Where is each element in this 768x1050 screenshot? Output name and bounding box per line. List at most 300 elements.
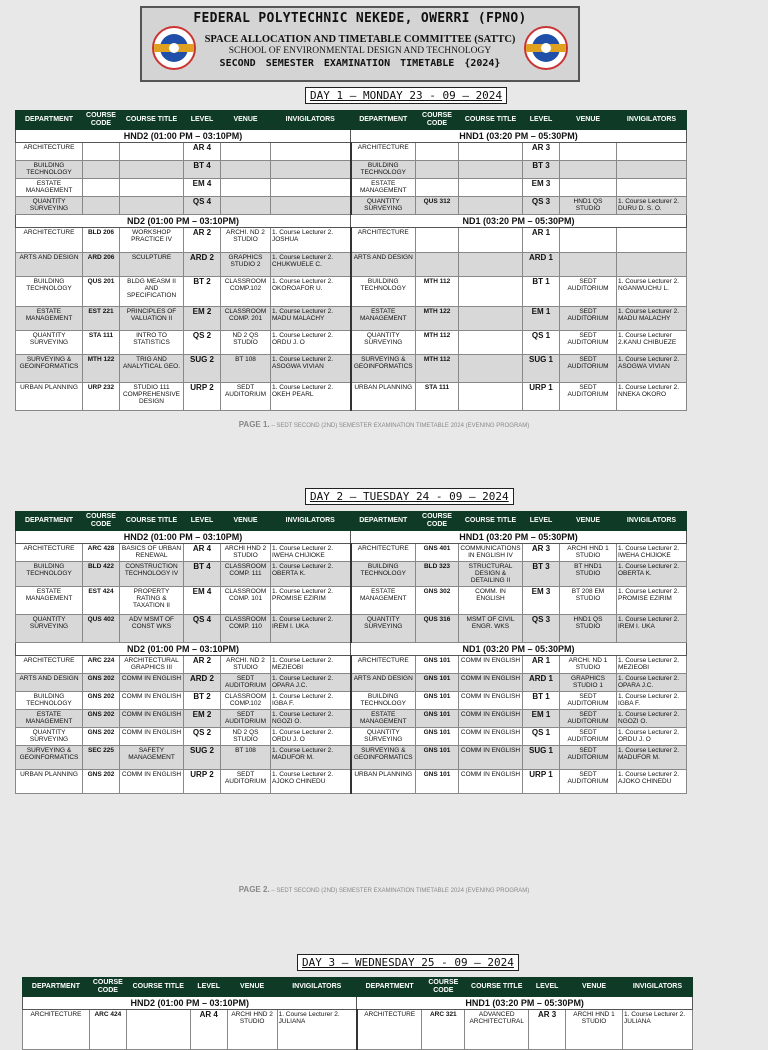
venue-cell	[560, 160, 617, 178]
course-code-cell: GNS 101	[416, 727, 459, 745]
day-title	[305, 488, 514, 505]
invigilators-cell: 1. Course Lecturer 2. OPARA J.C.	[271, 673, 351, 691]
day-title	[297, 954, 519, 971]
course-code-cell: ARC 321	[422, 1009, 465, 1049]
invigilators-cell: 1. Course Lecturer 2. JULIANA	[623, 1009, 693, 1049]
department-cell: ESTATE MANAGEMENT	[16, 586, 83, 614]
level-cell: BT 3	[523, 160, 560, 178]
table-row	[16, 745, 687, 769]
course-code-cell	[416, 178, 459, 196]
column-header: COURSE TITLE	[120, 111, 184, 130]
invigilators-cell: 1. Course Lecturer 2. MADUFOR M.	[271, 745, 351, 769]
course-code-cell: GNS 202	[83, 709, 120, 727]
column-header: DEPARTMENT	[23, 978, 90, 997]
table-row	[16, 178, 687, 196]
timetable-table	[15, 110, 687, 411]
column-header: LEVEL	[190, 978, 227, 997]
venue-cell: SEDT AUDITORIUM	[221, 673, 271, 691]
column-header: COURSE CODE	[83, 111, 120, 130]
course-title-cell: COMM IN ENGLISH	[459, 655, 523, 673]
department-cell: ARCHITECTURE	[351, 655, 416, 673]
course-title-cell: PRINCIPLES OF VALUATION II	[120, 306, 184, 330]
column-header: DEPARTMENT	[351, 512, 416, 531]
course-title-cell: COMM IN ENGLISH	[459, 709, 523, 727]
column-header: INVIGILATORS	[271, 512, 351, 531]
session-header-row	[16, 214, 687, 227]
course-title-cell	[459, 252, 523, 276]
level-cell: BT 1	[523, 276, 560, 306]
school-name: SCHOOL OF ENVIRONMENTAL DESIGN AND TECHNOLOGY	[228, 46, 492, 56]
timetable-table	[22, 977, 693, 1050]
department-cell: ARCHITECTURE	[351, 142, 416, 160]
course-title-cell: INTRO TO STATISTICS	[120, 330, 184, 354]
column-header: INVIGILATORS	[277, 978, 357, 997]
course-code-cell: EST 221	[83, 306, 120, 330]
department-cell: ARCHITECTURE	[16, 543, 83, 561]
course-code-cell	[83, 196, 120, 214]
table-row	[16, 196, 687, 214]
invigilators-cell: 1. Course Lecturer 2. IWEHA CHIJIOKE	[271, 543, 351, 561]
course-code-cell: QUS 402	[83, 614, 120, 642]
column-header: VENUE	[227, 978, 277, 997]
course-title-cell	[459, 276, 523, 306]
level-cell: URP 2	[184, 769, 221, 793]
venue-cell: BT HND1 STUDIO	[560, 561, 617, 586]
level-cell: EM 4	[184, 586, 221, 614]
session-label-left: HND2 (01:00 PM – 03:10PM)	[23, 996, 357, 1009]
invigilators-cell	[617, 227, 687, 252]
invigilators-cell: 1. Course Lecturer 2. DURU D. S. O.	[617, 196, 687, 214]
invigilators-cell: 1. Course Lecturer 2. ASOGWA VIVIAN	[271, 354, 351, 382]
venue-cell: CLASSROOM COMP. 110	[221, 614, 271, 642]
day-title-text: DAY 1 – MONDAY 23 - 09 – 2024	[310, 89, 503, 102]
department-cell: ARTS AND DESIGN	[351, 252, 416, 276]
department-cell: BUILDING TECHNOLOGY	[16, 691, 83, 709]
department-cell: ARTS AND DESIGN	[351, 673, 416, 691]
course-code-cell: ARC 424	[89, 1009, 126, 1049]
invigilators-cell: 1. Course Lecturer 2. PROMISE EZIRIM	[271, 586, 351, 614]
venue-cell	[221, 142, 271, 160]
department-cell: ARCHITECTURE	[357, 1009, 422, 1049]
table-row	[16, 382, 687, 410]
table-row	[16, 276, 687, 306]
department-cell: BUILDING TECHNOLOGY	[16, 160, 83, 178]
venue-cell: SEDT AUDITORIUM	[560, 276, 617, 306]
page-number: PAGE 1.	[238, 420, 270, 429]
department-cell: BUILDING TECHNOLOGY	[16, 561, 83, 586]
department-cell: QUANTITY SURVEYING	[351, 196, 416, 214]
level-cell: URP 1	[523, 382, 560, 410]
level-cell: EM 3	[523, 586, 560, 614]
invigilators-cell: 1. Course Lecturer 2. OKOROAFOR U.	[271, 276, 351, 306]
column-header: DEPARTMENT	[351, 111, 416, 130]
session-label-right: ND1 (03:20 PM – 05:30PM)	[351, 214, 687, 227]
course-code-cell: GNS 302	[416, 586, 459, 614]
course-code-cell: STA 111	[83, 330, 120, 354]
course-title-cell	[126, 1009, 190, 1049]
level-cell: URP 2	[184, 382, 221, 410]
level-cell: AR 4	[184, 543, 221, 561]
course-code-cell: QUS 316	[416, 614, 459, 642]
table-row	[16, 330, 687, 354]
venue-cell	[560, 227, 617, 252]
course-code-cell: EST 424	[83, 586, 120, 614]
course-code-cell: ARC 224	[83, 655, 120, 673]
invigilators-cell: 1. Course Lecturer 2. AJOKO CHINEDU	[271, 769, 351, 793]
level-cell: QS 1	[523, 727, 560, 745]
venue-cell: SEDT AUDITORIUM	[560, 306, 617, 330]
course-code-cell: BLD 422	[83, 561, 120, 586]
level-cell: BT 4	[184, 561, 221, 586]
level-cell: BT 1	[523, 691, 560, 709]
column-header: DEPARTMENT	[357, 978, 422, 997]
invigilators-cell: 1. Course Lecturer 2. ORDU J. O	[271, 727, 351, 745]
venue-cell	[560, 178, 617, 196]
level-cell: AR 4	[190, 1009, 227, 1049]
column-header: COURSE TITLE	[459, 111, 523, 130]
column-header: INVIGILATORS	[623, 978, 693, 997]
column-header: COURSE TITLE	[465, 978, 529, 997]
table-row	[23, 1009, 693, 1049]
level-cell: EM 2	[184, 306, 221, 330]
venue-cell: SEDT AUDITORIUM	[560, 691, 617, 709]
timetable-table	[15, 511, 687, 794]
session-label-right: HND1 (03:20 PM – 05:30PM)	[351, 129, 687, 142]
session-header-row	[23, 996, 693, 1009]
level-cell: BT 4	[184, 160, 221, 178]
course-title-cell: ARCHITECTURAL GRAPHICS III	[120, 655, 184, 673]
invigilators-cell: 1. Course Lecturer 2. NNEKA OKORO	[617, 382, 687, 410]
course-title-cell	[120, 160, 184, 178]
level-cell: AR 3	[523, 142, 560, 160]
level-cell: SUG 2	[184, 354, 221, 382]
venue-cell: HND1 QS STUDIO	[560, 196, 617, 214]
table-row	[16, 227, 687, 252]
invigilators-cell: 1. Course Lecturer 2. AJOKO CHINEDU	[617, 769, 687, 793]
invigilators-cell	[271, 196, 351, 214]
venue-cell: ARCHI. ND 2 STUDIO	[221, 227, 271, 252]
page-number: PAGE 2.	[238, 885, 270, 894]
level-cell: QS 1	[523, 330, 560, 354]
invigilators-cell: 1. Course Lecturer 2. JOSHUA	[271, 227, 351, 252]
department-cell: URBAN PLANNING	[16, 769, 83, 793]
course-code-cell: GNS 101	[416, 745, 459, 769]
department-cell: ESTATE MANAGEMENT	[16, 306, 83, 330]
course-code-cell: GNS 101	[416, 655, 459, 673]
venue-cell: ARCHI HND 2 STUDIO	[227, 1009, 277, 1049]
course-title-cell: SCULPTURE	[120, 252, 184, 276]
course-title-cell: COMM IN ENGLISH	[120, 727, 184, 745]
course-code-cell: MTH 122	[416, 306, 459, 330]
column-header: LEVEL	[529, 978, 566, 997]
department-cell: ARTS AND DESIGN	[16, 673, 83, 691]
level-cell: EM 3	[523, 178, 560, 196]
course-title-cell: STUDIO 111 COMPREHENSIVE DESIGN	[120, 382, 184, 410]
course-title-cell: COMM IN ENGLISH	[120, 691, 184, 709]
department-cell: ESTATE MANAGEMENT	[351, 586, 416, 614]
department-cell: ARCHITECTURE	[16, 142, 83, 160]
course-code-cell: MTH 112	[416, 276, 459, 306]
course-code-cell: ARD 206	[83, 252, 120, 276]
column-header: VENUE	[221, 111, 271, 130]
column-header: DEPARTMENT	[16, 111, 83, 130]
department-cell: ESTATE MANAGEMENT	[16, 709, 83, 727]
department-cell: URBAN PLANNING	[16, 382, 83, 410]
course-code-cell: SEC 225	[83, 745, 120, 769]
course-title-cell: COMM. IN ENGLISH	[459, 586, 523, 614]
venue-cell: GRAPHICS STUDIO 2	[221, 252, 271, 276]
footer-text: – SEDT SECOND (2ND) SEMESTER EXAMINATION TIMETABLE 2024 (EVENING PROGRAM)	[271, 423, 530, 429]
venue-cell: ARCHI. ND 2 STUDIO	[221, 655, 271, 673]
department-cell: ARTS AND DESIGN	[16, 252, 83, 276]
invigilators-cell	[271, 142, 351, 160]
course-code-cell: QUS 312	[416, 196, 459, 214]
venue-cell: ARCHI HND 1 STUDIO	[560, 543, 617, 561]
course-code-cell: GNS 202	[83, 691, 120, 709]
department-cell: QUANTITY SURVEYING	[16, 196, 83, 214]
venue-cell: SEDT AUDITORIUM	[560, 769, 617, 793]
session-header-row	[16, 129, 687, 142]
course-title-cell: COMM IN ENGLISH	[120, 769, 184, 793]
day-title	[305, 87, 507, 104]
invigilators-cell: 1. Course Lecturer 2. ORDU J. O	[271, 330, 351, 354]
level-cell: ARD 2	[184, 252, 221, 276]
department-cell: ESTATE MANAGEMENT	[16, 178, 83, 196]
level-cell: ARD 1	[523, 252, 560, 276]
department-cell: URBAN PLANNING	[351, 382, 416, 410]
course-title-cell: CONSTRUCTION TECHNOLOGY IV	[120, 561, 184, 586]
invigilators-cell: 1. Course Lecturer 2. IGBA F.	[271, 691, 351, 709]
level-cell: BT 2	[184, 276, 221, 306]
course-code-cell: BLD 323	[416, 561, 459, 586]
course-title-cell: WORKSHOP PRACTICE IV	[120, 227, 184, 252]
table-row	[16, 691, 687, 709]
course-code-cell: GNS 202	[83, 727, 120, 745]
department-cell: BUILDING TECHNOLOGY	[16, 276, 83, 306]
department-cell: SURVEYING & GEOINFORMATICS	[16, 354, 83, 382]
invigilators-cell	[617, 160, 687, 178]
invigilators-cell: 1. Course Lecturer 2. OBERTA K.	[617, 561, 687, 586]
column-header: LEVEL	[184, 512, 221, 531]
department-cell: QUANTITY SURVEYING	[16, 330, 83, 354]
session-label-left: HND2 (01:00 PM – 03:10PM)	[16, 530, 351, 543]
venue-cell: SEDT AUDITORIUM	[221, 769, 271, 793]
column-header: COURSE TITLE	[459, 512, 523, 531]
level-cell: SUG 1	[523, 745, 560, 769]
session-label-left: HND2 (01:00 PM – 03:10PM)	[16, 129, 351, 142]
table-row	[16, 354, 687, 382]
level-cell: QS 3	[523, 614, 560, 642]
level-cell: BT 3	[523, 561, 560, 586]
level-cell: URP 1	[523, 769, 560, 793]
invigilators-cell: 1. Course Lecturer 2. ORDU J. O	[617, 727, 687, 745]
column-header: VENUE	[566, 978, 623, 997]
level-cell: EM 1	[523, 709, 560, 727]
course-code-cell	[83, 160, 120, 178]
course-code-cell: GNS 101	[416, 691, 459, 709]
column-header: COURSE CODE	[416, 111, 459, 130]
course-code-cell: GNS 101	[416, 709, 459, 727]
course-title-cell: COMMUNICATIONS IN ENGLISH IV	[459, 543, 523, 561]
course-title-cell	[120, 178, 184, 196]
column-header: VENUE	[560, 111, 617, 130]
invigilators-cell: 1. Course Lecturer 2. OPARA J.C.	[617, 673, 687, 691]
level-cell: SUG 2	[184, 745, 221, 769]
invigilators-cell: 1. Course Lecturer 2.KANU CHIBUEZE	[617, 330, 687, 354]
day-title-text: DAY 3 – WEDNESDAY 25 - 09 – 2024	[302, 956, 514, 969]
column-header: COURSE CODE	[422, 978, 465, 997]
venue-cell: BT 108	[221, 354, 271, 382]
invigilators-cell: 1. Course Lecturer 2. IREM I. UKA	[271, 614, 351, 642]
invigilators-cell: 1. Course Lecturer 2. MEZIEOBI	[271, 655, 351, 673]
footer-text: – SEDT SECOND (2ND) SEMESTER EXAMINATION TIMETABLE 2024 (EVENING PROGRAM)	[271, 888, 530, 894]
venue-cell: ND 2 QS STUDIO	[221, 330, 271, 354]
course-title-cell: ADV MSMT OF CONST WKS	[120, 614, 184, 642]
course-code-cell: GNS 202	[83, 673, 120, 691]
course-code-cell	[416, 160, 459, 178]
table-row	[16, 160, 687, 178]
table-row	[16, 306, 687, 330]
invigilators-cell: 1. Course Lecturer 2. ASOGWA VIVIAN	[617, 354, 687, 382]
level-cell: QS 3	[523, 196, 560, 214]
invigilators-cell: 1. Course Lecturer 2. MADU MALACHY	[271, 306, 351, 330]
department-cell: QUANTITY SURVEYING	[351, 727, 416, 745]
course-title-cell: COMM IN ENGLISH	[459, 673, 523, 691]
venue-cell: SEDT AUDITORIUM	[560, 354, 617, 382]
department-cell: QUANTITY SURVEYING	[351, 614, 416, 642]
table-row	[16, 561, 687, 586]
course-title-cell	[459, 196, 523, 214]
course-title-cell	[459, 330, 523, 354]
department-cell: QUANTITY SURVEYING	[16, 727, 83, 745]
course-code-cell: STA 111	[416, 382, 459, 410]
level-cell: ARD 1	[523, 673, 560, 691]
course-title-cell: COMM IN ENGLISH	[459, 745, 523, 769]
venue-cell: GRAPHICS STUDIO 1	[560, 673, 617, 691]
invigilators-cell: 1. Course Lecturer 2. PROMISE EZIRIM	[617, 586, 687, 614]
venue-cell: HND1 QS STUDIO	[560, 614, 617, 642]
invigilators-cell: 1. Course Lecturer 2. NGANWUCHU L.	[617, 276, 687, 306]
venue-cell: SEDT AUDITORIUM	[221, 382, 271, 410]
table-row	[16, 727, 687, 745]
department-cell: QUANTITY SURVEYING	[16, 614, 83, 642]
column-header: VENUE	[221, 512, 271, 531]
course-title-cell: MSMT OF CIVIL ENGR. WKS	[459, 614, 523, 642]
level-cell: EM 1	[523, 306, 560, 330]
table-row	[16, 769, 687, 793]
course-title-cell: PROPERTY RATING & TAXATION II	[120, 586, 184, 614]
course-title-cell: COMM IN ENGLISH	[459, 691, 523, 709]
invigilators-cell	[271, 178, 351, 196]
invigilators-cell	[617, 178, 687, 196]
venue-cell: SEDT AUDITORIUM	[560, 330, 617, 354]
course-title-cell: TRIG AND ANALYTICAL GEO.	[120, 354, 184, 382]
course-code-cell: GNS 401	[416, 543, 459, 561]
level-cell: QS 2	[184, 330, 221, 354]
institution-name: FEDERAL POLYTECHNIC NEKEDE, OWERRI (FPNO)	[193, 11, 527, 26]
column-header: INVIGILATORS	[271, 111, 351, 130]
invigilators-cell: 1. Course Lecturer 2. IREM I. UKA	[617, 614, 687, 642]
department-cell: ARCHITECTURE	[23, 1009, 90, 1049]
level-cell: AR 1	[523, 655, 560, 673]
department-cell: BUILDING TECHNOLOGY	[351, 561, 416, 586]
course-title-cell: BLDG MEASM II AND SPECIFICATION	[120, 276, 184, 306]
course-title-cell: STRUCTURAL DESIGN & DETAILING II	[459, 561, 523, 586]
department-cell: SURVEYING & GEOINFORMATICS	[351, 354, 416, 382]
course-code-cell: URP 232	[83, 382, 120, 410]
column-header: LEVEL	[523, 512, 560, 531]
column-header: COURSE CODE	[89, 978, 126, 997]
level-cell: QS 4	[184, 196, 221, 214]
venue-cell: CLASSROOM COMP.102	[221, 691, 271, 709]
course-title-cell	[459, 354, 523, 382]
course-code-cell: GNS 202	[83, 769, 120, 793]
course-title-cell	[459, 382, 523, 410]
venue-cell: ARCHI. ND 1 STUDIO	[560, 655, 617, 673]
document-header	[140, 6, 580, 82]
column-header: COURSE TITLE	[126, 978, 190, 997]
table-row	[16, 252, 687, 276]
column-header: COURSE CODE	[83, 512, 120, 531]
course-title-cell: COMM IN ENGLISH	[459, 727, 523, 745]
level-cell: SUG 1	[523, 354, 560, 382]
department-cell: SURVEYING & GEOINFORMATICS	[351, 745, 416, 769]
department-cell: ESTATE MANAGEMENT	[351, 306, 416, 330]
department-cell: URBAN PLANNING	[351, 769, 416, 793]
department-cell: BUILDING TECHNOLOGY	[351, 691, 416, 709]
column-header: INVIGILATORS	[617, 111, 687, 130]
level-cell: EM 4	[184, 178, 221, 196]
department-cell: BUILDING TECHNOLOGY	[351, 160, 416, 178]
course-code-cell: GNS 101	[416, 769, 459, 793]
level-cell: AR 3	[523, 543, 560, 561]
course-title-cell	[459, 178, 523, 196]
column-header-row	[16, 111, 687, 130]
course-title-cell	[459, 142, 523, 160]
course-title-cell	[459, 160, 523, 178]
session-label-right: HND1 (03:20 PM – 05:30PM)	[351, 530, 687, 543]
invigilators-cell: 1. Course Lecturer 2. JULIANA	[277, 1009, 357, 1049]
course-code-cell	[83, 142, 120, 160]
venue-cell: SEDT AUDITORIUM	[560, 709, 617, 727]
invigilators-cell: 1. Course Lecturer 2. MADUFOR M.	[617, 745, 687, 769]
level-cell: QS 4	[184, 614, 221, 642]
session-label-left: ND2 (01:00 PM – 03:10PM)	[16, 642, 351, 655]
session-label-right: HND1 (03:20 PM – 05:30PM)	[357, 996, 692, 1009]
venue-cell: CLASSROOM COMP.102	[221, 276, 271, 306]
venue-cell: ARCHI HND 1 STUDIO	[566, 1009, 623, 1049]
course-title-cell	[459, 306, 523, 330]
department-cell: QUANTITY SURVEYING	[351, 330, 416, 354]
department-cell: BUILDING TECHNOLOGY	[351, 276, 416, 306]
level-cell: AR 1	[523, 227, 560, 252]
page-footer	[0, 885, 768, 894]
invigilators-cell: 1. Course Lecturer 2. OKEH PEARL	[271, 382, 351, 410]
department-cell: ARCHITECTURE	[351, 543, 416, 561]
page-footer	[0, 420, 768, 429]
course-code-cell: MTH 112	[416, 354, 459, 382]
course-code-cell: ARC 428	[83, 543, 120, 561]
level-cell: AR 2	[184, 655, 221, 673]
department-cell: ARCHITECTURE	[16, 227, 83, 252]
column-header: LEVEL	[523, 111, 560, 130]
venue-cell: SEDT AUDITORIUM	[560, 727, 617, 745]
venue-cell: ARCHI HND 2 STUDIO	[221, 543, 271, 561]
course-code-cell	[83, 178, 120, 196]
venue-cell: CLASSROOM COMP. 101	[221, 586, 271, 614]
venue-cell: BT 108	[221, 745, 271, 769]
column-header: DEPARTMENT	[16, 512, 83, 531]
